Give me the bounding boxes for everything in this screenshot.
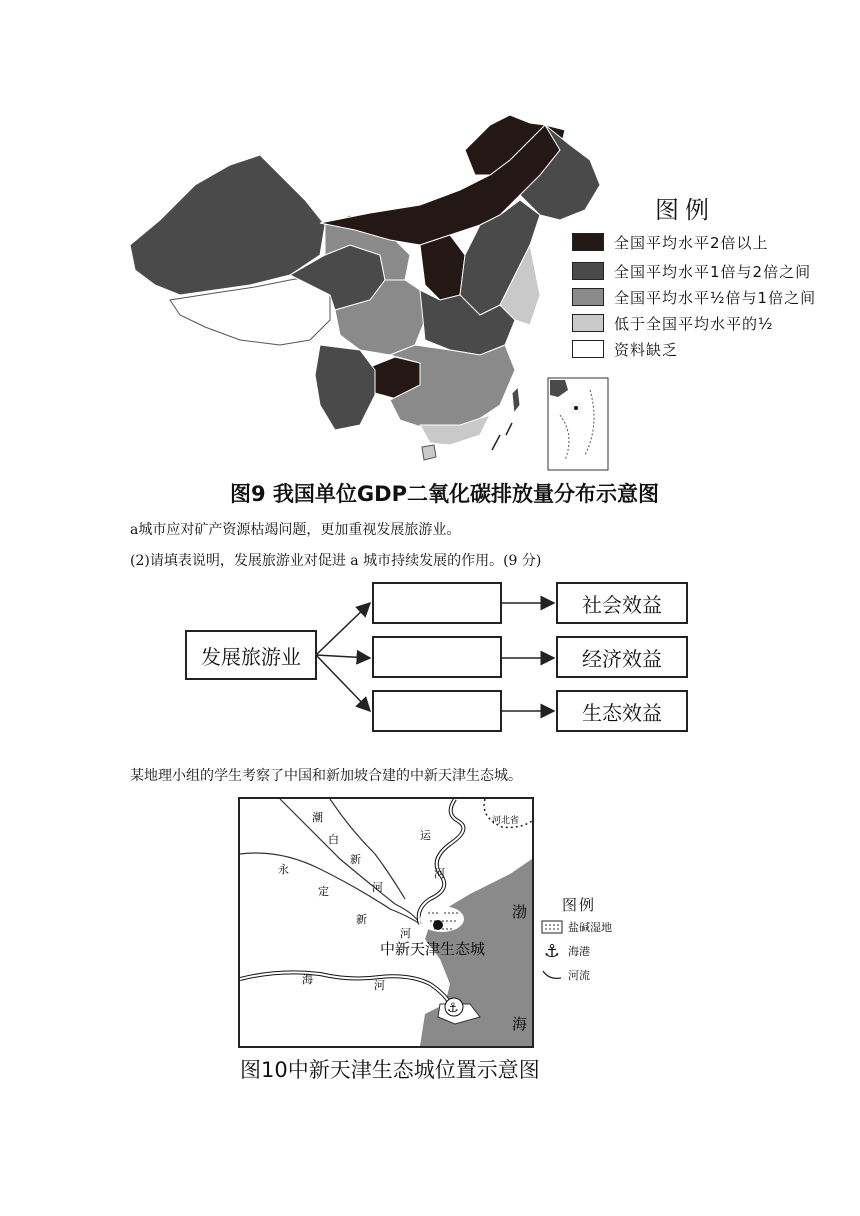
legend9-swatch [572,314,604,332]
legend9-item [572,260,811,282]
label-chao: 潮 [312,811,323,824]
legend9-swatch [572,340,604,358]
label-he-hai: 河 [374,979,385,992]
answer-box-2[interactable] [372,636,502,678]
benefit-ecological: 生态效益 [556,690,688,732]
legend9-swatch [572,262,604,280]
legend10-item [540,915,650,939]
label-xin2: 新 [356,913,367,926]
river-icon [540,967,564,983]
legend9-swatch [572,288,604,306]
legend10-label: 河流 [568,969,590,982]
label-ding: 定 [318,885,329,898]
label-hai-sea: 海 [512,1015,528,1033]
benefit-economic: 经济效益 [556,636,688,678]
chaobaixin-river-2 [330,799,405,899]
legend10-label: 盐碱湿地 [568,921,612,934]
eco-city-marker [433,920,443,930]
figure10-map [238,797,534,1048]
yongdingxin-river [240,853,420,924]
tianjin-eco-city-map [240,799,532,1046]
region-taiwan [512,387,520,413]
label-bai: 白 [328,833,339,846]
legend9-label: 全国平均水平1倍与2倍之间 [614,262,812,281]
region-hainan [422,445,436,460]
flow-source-box: 发展旅游业 [185,630,317,680]
label-bo: 渤 [512,903,528,921]
legend10-label: 海港 [568,945,590,958]
figure10-legend [540,894,650,987]
region-yunnan [315,345,375,430]
svg-text:⚓: ⚓ [447,1001,459,1016]
benefit-social: 社会效益 [556,582,688,624]
legend9-label: 资料缺乏 [614,340,679,359]
label-eco-city: 中新天津生态城 [380,940,486,958]
answer-box-1[interactable] [372,582,502,624]
question-text: (2)请填表说明，发展旅游业对促进 a 城市持续发展的作用。(9 分) [130,553,542,569]
legend9-item [572,338,678,360]
legend9-item [572,312,774,334]
label-hai-river: 海 [302,973,313,986]
region-shanxi [420,235,465,300]
legend9-item [572,286,816,308]
legend9-swatch [572,233,604,251]
paragraph-line1: a城市应对矿产资源枯竭问题，更加重视发展旅游业。 [130,522,461,538]
label-he-yun: 河 [434,867,445,880]
label-yong: 永 [278,863,289,876]
legend9-item [572,231,769,253]
tourism-flow-diagram [180,578,700,738]
salt-marsh-area [420,906,464,932]
paragraph-line3: 某地理小组的学生考察了中国和新加坡合建的中新天津生态城。 [130,768,522,784]
figure9-map [120,105,840,475]
label-hebei: 河北省 [492,816,520,826]
legend9-label: 全国平均水平2倍以上 [614,233,769,252]
legend10-item [540,963,650,987]
anchor-icon: ⚓ [543,940,561,962]
legend10-title: 图例 [562,896,597,914]
label-he2: 河 [400,927,411,940]
label-he1: 河 [372,881,383,894]
figure10-caption: 图10中新天津生态城位置示意图 [240,1058,540,1082]
salt-marsh-icon [540,919,564,935]
answer-box-3[interactable] [372,690,502,732]
legend9-title: 图例 [655,196,715,224]
figure9-caption: 图9 我国单位GDP二氧化碳排放量分布示意图 [230,482,659,506]
legend9-label: 全国平均水平½倍与1倍之间 [614,288,817,307]
legend9-label: 低于全国平均水平的½ [614,314,774,333]
label-xin1: 新 [350,853,361,866]
label-yun: 运 [420,829,431,842]
legend10-item [540,939,650,963]
